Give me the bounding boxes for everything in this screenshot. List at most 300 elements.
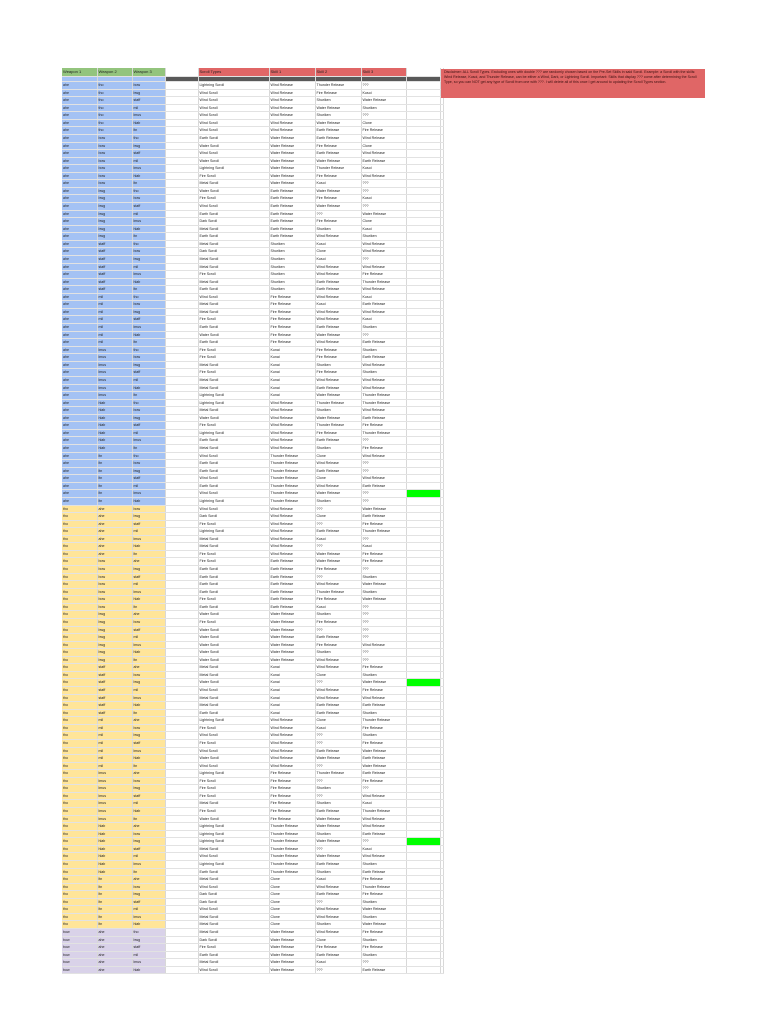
marker-cell[interactable] [406,271,440,279]
empty-cell[interactable] [165,913,198,921]
weapon-2-cell[interactable]: ltn [97,921,132,929]
weapon-1-cell[interactable]: bow [62,929,97,937]
marker-cell[interactable] [406,505,440,513]
empty-cell[interactable] [165,618,198,626]
scroll-type-cell[interactable]: Earth Scroll [198,709,269,717]
marker-cell[interactable] [406,535,440,543]
marker-cell[interactable] [406,361,440,369]
empty-cell[interactable] [165,399,198,407]
empty-cell[interactable] [440,853,443,861]
weapon-3-cell[interactable]: tho [132,134,165,142]
weapon-2-cell[interactable]: hlab [97,860,132,868]
skill-2-cell[interactable]: Kusoi [315,876,361,884]
empty-cell[interactable] [440,732,443,740]
skill-1-cell[interactable]: Water Release [269,134,315,142]
marker-cell[interactable] [406,354,440,362]
empty-cell[interactable] [165,112,198,120]
skill-2-cell[interactable]: Shuriken [315,97,361,105]
empty-cell[interactable] [165,543,198,551]
empty-cell[interactable] [165,195,198,203]
empty-cell[interactable] [165,694,198,702]
scroll-type-cell[interactable]: Metal Scroll [198,921,269,929]
weapon-1-cell[interactable]: tho [62,528,97,536]
weapon-2-cell[interactable]: bwg [97,656,132,664]
weapon-3-cell[interactable]: bwg [132,255,165,263]
weapon-3-cell[interactable]: lmus [132,271,165,279]
empty-cell[interactable] [165,392,198,400]
skill-2-cell[interactable]: Thunder Release [315,82,361,90]
weapon-3-cell[interactable]: bwg [132,513,165,521]
empty-cell[interactable] [165,286,198,294]
skill-1-cell[interactable]: Fire Release [269,339,315,347]
scroll-type-cell[interactable]: Lightning Scroll [198,860,269,868]
weapon-3-cell[interactable]: bwg [132,414,165,422]
empty-cell[interactable] [165,944,198,952]
empty-cell[interactable] [440,369,443,377]
weapon-1-cell[interactable]: tho [62,755,97,763]
skill-1-cell[interactable]: Earth Release [269,195,315,203]
empty-cell[interactable] [165,815,198,823]
scroll-type-cell[interactable]: Fire Scroll [198,944,269,952]
marker-cell[interactable] [406,467,440,475]
skill-2-cell[interactable]: Fire Release [315,142,361,150]
skill-2-cell[interactable]: Wind Release [315,581,361,589]
weapon-2-cell[interactable]: bow [97,150,132,158]
skill-1-cell[interactable]: Thunder Release [269,823,315,831]
weapon-1-cell[interactable]: tho [62,520,97,528]
weapon-2-cell[interactable]: ltn [97,452,132,460]
empty-cell[interactable] [165,467,198,475]
weapon-2-cell[interactable]: ahe [97,520,132,528]
weapon-1-cell[interactable]: ahe [62,308,97,316]
weapon-2-cell[interactable]: ahe [97,528,132,536]
marker-cell[interactable] [406,437,440,445]
scroll-type-cell[interactable]: Metal Scroll [198,845,269,853]
weapon-1-cell[interactable]: tho [62,823,97,831]
skill-3-cell[interactable]: Wind Release [361,823,406,831]
skill-1-cell[interactable]: Fire Release [269,800,315,808]
skill-1-cell[interactable]: Kunai [269,671,315,679]
skill-3-cell[interactable]: Shuriken [361,324,406,332]
skill-2-cell[interactable]: Wind Release [315,316,361,324]
skill-2-cell[interactable]: Wind Release [315,263,361,271]
skill-1-cell[interactable]: Fire Release [269,331,315,339]
weapon-1-cell[interactable]: ahe [62,210,97,218]
marker-cell[interactable] [406,316,440,324]
empty-cell[interactable] [440,271,443,279]
weapon-3-cell[interactable]: ahe [132,717,165,725]
skill-3-cell[interactable]: ??? [361,497,406,505]
marker-cell[interactable] [406,134,440,142]
weapon-3-cell[interactable]: mil [132,906,165,914]
weapon-1-cell[interactable]: tho [62,898,97,906]
skill-3-cell[interactable]: Shuriken [361,588,406,596]
weapon-3-cell[interactable]: tho [132,929,165,937]
skill-3-cell[interactable]: Thunder Release [361,883,406,891]
marker-cell[interactable] [406,755,440,763]
skill-3-cell[interactable]: Shuriken [361,671,406,679]
marker-cell[interactable] [406,649,440,657]
skill-1-cell[interactable]: Water Release [269,626,315,634]
marker-cell[interactable] [406,308,440,316]
skill-3-cell[interactable]: Earth Release [361,770,406,778]
marker-cell[interactable] [406,891,440,899]
marker-cell[interactable] [406,588,440,596]
weapon-1-cell[interactable]: ahe [62,180,97,188]
skill-2-cell[interactable]: Water Release [315,157,361,165]
skill-2-cell[interactable]: Water Release [315,104,361,112]
skill-1-cell[interactable]: Clone [269,876,315,884]
skill-1-cell[interactable]: Water Release [269,649,315,657]
scroll-type-cell[interactable]: Earth Scroll [198,324,269,332]
weapon-3-cell[interactable]: mil [132,376,165,384]
weapon-3-cell[interactable]: bwg [132,361,165,369]
skill-1-cell[interactable]: Earth Release [269,581,315,589]
skill-1-cell[interactable]: Wind Release [269,513,315,521]
scroll-type-cell[interactable]: Fire Scroll [198,724,269,732]
empty-cell[interactable] [165,407,198,415]
weapon-2-cell[interactable]: hlab [97,414,132,422]
weapon-1-cell[interactable]: tho [62,535,97,543]
skill-3-cell[interactable]: Wind Release [361,815,406,823]
weapon-1-cell[interactable]: ahe [62,346,97,354]
scroll-type-cell[interactable]: Metal Scroll [198,384,269,392]
scroll-type-cell[interactable]: Fire Scroll [198,777,269,785]
weapon-2-cell[interactable]: staff [97,671,132,679]
weapon-2-cell[interactable]: tho [97,112,132,120]
scroll-type-cell[interactable]: Water Scroll [198,649,269,657]
weapon-2-cell[interactable]: staff [97,255,132,263]
marker-cell[interactable] [406,558,440,566]
skill-2-cell[interactable]: Wind Release [315,929,361,937]
scroll-type-cell[interactable]: Fire Scroll [198,596,269,604]
scroll-type-cell[interactable]: Earth Scroll [198,233,269,241]
skill-2-cell[interactable]: Kusoi [315,959,361,967]
empty-cell[interactable] [165,187,198,195]
skill-1-cell[interactable]: Wind Release [269,112,315,120]
marker-cell[interactable] [406,777,440,785]
skill-3-cell[interactable]: Fire Release [361,664,406,672]
skill-2-cell[interactable]: Clone [315,717,361,725]
empty-cell[interactable] [440,278,443,286]
scroll-type-cell[interactable]: Wind Scroll [198,853,269,861]
skill-2-cell[interactable]: Shuriken [315,445,361,453]
skill-3-cell[interactable]: Water Release [361,762,406,770]
skill-3-cell[interactable]: ??? [361,331,406,339]
skill-1-cell[interactable]: Earth Release [269,233,315,241]
scroll-type-cell[interactable]: Wind Scroll [198,97,269,105]
weapon-1-cell[interactable]: tho [62,785,97,793]
empty-cell[interactable] [440,581,443,589]
marker-cell[interactable] [406,618,440,626]
weapon-3-cell[interactable]: bwg [132,89,165,97]
skill-3-cell[interactable]: Fire Release [361,520,406,528]
scroll-type-cell[interactable]: Fire Scroll [198,271,269,279]
skill-3-cell[interactable]: Water Release [361,906,406,914]
empty-cell[interactable] [440,770,443,778]
marker-cell[interactable] [406,823,440,831]
header-cell[interactable] [406,68,440,77]
empty-cell[interactable] [165,702,198,710]
weapon-1-cell[interactable]: bow [62,966,97,974]
scroll-type-cell[interactable]: Fire Scroll [198,354,269,362]
weapon-1-cell[interactable]: bow [62,951,97,959]
empty-cell[interactable] [165,475,198,483]
empty-cell[interactable] [440,830,443,838]
skill-3-cell[interactable]: Thunder Release [361,717,406,725]
weapon-3-cell[interactable]: lmus [132,694,165,702]
skill-3-cell[interactable]: Wind Release [361,308,406,316]
weapon-2-cell[interactable]: mil [97,293,132,301]
scroll-type-cell[interactable]: Earth Scroll [198,339,269,347]
skill-2-cell[interactable]: Kusoi [315,535,361,543]
weapon-3-cell[interactable]: hlab [132,921,165,929]
marker-cell[interactable] [406,717,440,725]
marker-cell[interactable] [406,845,440,853]
skill-3-cell[interactable]: Fire Release [361,739,406,747]
marker-cell[interactable] [406,210,440,218]
weapon-2-cell[interactable]: lmus [97,808,132,816]
weapon-1-cell[interactable]: ahe [62,361,97,369]
weapon-1-cell[interactable]: ahe [62,104,97,112]
skill-3-cell[interactable]: ??? [361,255,406,263]
scroll-type-cell[interactable]: Lightning Scroll [198,528,269,536]
scroll-type-cell[interactable]: Fire Scroll [198,558,269,566]
weapon-1-cell[interactable]: ahe [62,407,97,415]
weapon-2-cell[interactable]: bow [97,566,132,574]
empty-cell[interactable] [440,339,443,347]
scroll-type-cell[interactable]: Earth Scroll [198,868,269,876]
empty-cell[interactable] [165,210,198,218]
weapon-1-cell[interactable]: tho [62,558,97,566]
skill-2-cell[interactable]: Water Release [315,414,361,422]
skill-3-cell[interactable]: Kusoi [361,195,406,203]
empty-cell[interactable] [440,316,443,324]
weapon-1-cell[interactable]: tho [62,596,97,604]
skill-1-cell[interactable]: Kunai [269,664,315,672]
empty-cell[interactable] [440,656,443,664]
skill-3-cell[interactable]: Kusoi [361,845,406,853]
weapon-2-cell[interactable]: mil [97,308,132,316]
skill-1-cell[interactable]: Water Release [269,165,315,173]
empty-cell[interactable] [165,898,198,906]
scroll-type-cell[interactable]: Wind Scroll [198,452,269,460]
skill-1-cell[interactable]: Water Release [269,157,315,165]
weapon-3-cell[interactable]: staff [132,369,165,377]
marker-cell[interactable] [406,573,440,581]
weapon-1-cell[interactable]: tho [62,762,97,770]
skill-2-cell[interactable]: Clone [315,671,361,679]
empty-cell[interactable] [165,301,198,309]
marker-cell[interactable] [406,278,440,286]
skill-2-cell[interactable]: Wind Release [315,339,361,347]
scroll-type-cell[interactable]: Metal Scroll [198,929,269,937]
empty-cell[interactable] [165,868,198,876]
weapon-2-cell[interactable]: lmus [97,392,132,400]
skill-1-cell[interactable]: Water Release [269,142,315,150]
weapon-2-cell[interactable]: tho [97,82,132,90]
scroll-type-cell[interactable]: Metal Scroll [198,913,269,921]
weapon-1-cell[interactable]: tho [62,724,97,732]
marker-cell[interactable] [406,346,440,354]
skill-1-cell[interactable]: Thunder Release [269,853,315,861]
weapon-1-cell[interactable]: tho [62,747,97,755]
weapon-2-cell[interactable]: mil [97,339,132,347]
skill-1-cell[interactable]: Kunai [269,702,315,710]
weapon-2-cell[interactable]: mil [97,755,132,763]
empty-cell[interactable] [440,180,443,188]
weapon-1-cell[interactable]: ahe [62,165,97,173]
weapon-1-cell[interactable]: ahe [62,316,97,324]
weapon-2-cell[interactable]: ahe [97,944,132,952]
marker-cell[interactable] [406,104,440,112]
scroll-type-cell[interactable]: Fire Scroll [198,346,269,354]
weapon-3-cell[interactable]: staff [132,573,165,581]
skill-2-cell[interactable]: Kusoi [315,724,361,732]
empty-cell[interactable] [440,286,443,294]
marker-cell[interactable] [406,422,440,430]
spreadsheet[interactable] [62,68,444,974]
empty-cell[interactable] [440,702,443,710]
weapon-1-cell[interactable]: ahe [62,339,97,347]
weapon-2-cell[interactable]: ahe [97,966,132,974]
scroll-type-cell[interactable]: Wind Scroll [198,119,269,127]
weapon-1-cell[interactable]: ahe [62,271,97,279]
skill-1-cell[interactable]: Kunai [269,346,315,354]
skill-3-cell[interactable]: Fire Release [361,777,406,785]
marker-cell[interactable] [406,150,440,158]
skill-3-cell[interactable]: Earth Release [361,830,406,838]
empty-cell[interactable] [165,89,198,97]
scroll-type-cell[interactable]: Earth Scroll [198,134,269,142]
weapon-2-cell[interactable]: bwg [97,233,132,241]
empty-cell[interactable] [440,354,443,362]
empty-cell[interactable] [165,762,198,770]
empty-cell[interactable] [165,308,198,316]
weapon-2-cell[interactable]: tho [97,97,132,105]
skill-1-cell[interactable]: Wind Release [269,762,315,770]
marker-cell[interactable] [406,611,440,619]
weapon-1-cell[interactable]: bow [62,936,97,944]
weapon-1-cell[interactable]: ahe [62,452,97,460]
empty-cell[interactable] [440,301,443,309]
weapon-3-cell[interactable]: bow [132,301,165,309]
marker-cell[interactable] [406,550,440,558]
weapon-2-cell[interactable]: bow [97,180,132,188]
weapon-3-cell[interactable]: mil [132,157,165,165]
scroll-type-cell[interactable]: Metal Scroll [198,180,269,188]
scroll-type-cell[interactable]: Fire Scroll [198,520,269,528]
skill-1-cell[interactable]: Thunder Release [269,497,315,505]
scroll-type-cell[interactable]: Fire Scroll [198,808,269,816]
weapon-2-cell[interactable]: mil [97,732,132,740]
skill-1-cell[interactable]: Kunai [269,392,315,400]
skill-3-cell[interactable]: Thunder Release [361,392,406,400]
weapon-1-cell[interactable]: tho [62,550,97,558]
skill-1-cell[interactable]: Wind Release [269,747,315,755]
empty-cell[interactable] [440,687,443,695]
skill-1-cell[interactable]: Fire Release [269,324,315,332]
skill-1-cell[interactable]: Fire Release [269,293,315,301]
skill-3-cell[interactable]: ??? [361,785,406,793]
empty-cell[interactable] [440,422,443,430]
empty-cell[interactable] [440,679,443,687]
empty-cell[interactable] [440,966,443,974]
skill-3-cell[interactable]: Earth Release [361,513,406,521]
marker-cell[interactable] [406,82,440,90]
empty-cell[interactable] [165,346,198,354]
skill-2-cell[interactable]: Kusoi [315,240,361,248]
marker-cell[interactable] [406,119,440,127]
empty-cell[interactable] [440,187,443,195]
skill-1-cell[interactable]: Wind Release [269,528,315,536]
weapon-2-cell[interactable]: tho [97,119,132,127]
empty-cell[interactable] [165,770,198,778]
weapon-2-cell[interactable]: ahe [97,951,132,959]
empty-cell[interactable] [165,513,198,521]
empty-cell[interactable] [165,883,198,891]
empty-cell[interactable] [165,82,198,90]
skill-2-cell[interactable]: ??? [315,845,361,853]
empty-cell[interactable] [440,671,443,679]
weapon-2-cell[interactable]: ltn [97,913,132,921]
empty-cell[interactable] [440,407,443,415]
skill-2-cell[interactable]: Water Release [315,815,361,823]
weapon-3-cell[interactable]: lmus [132,913,165,921]
weapon-3-cell[interactable]: staff [132,739,165,747]
weapon-3-cell[interactable]: bwg [132,566,165,574]
skill-1-cell[interactable]: Thunder Release [269,467,315,475]
weapon-3-cell[interactable]: hlab [132,649,165,657]
empty-cell[interactable] [165,316,198,324]
empty-cell[interactable] [165,497,198,505]
skill-3-cell[interactable]: Fire Release [361,127,406,135]
empty-cell[interactable] [440,944,443,952]
weapon-2-cell[interactable]: hlab [97,399,132,407]
marker-cell[interactable] [406,339,440,347]
empty-cell[interactable] [440,218,443,226]
weapon-3-cell[interactable]: bow [132,671,165,679]
skill-3-cell[interactable]: Wind Release [361,134,406,142]
empty-cell[interactable] [440,724,443,732]
skill-3-cell[interactable]: Wind Release [361,172,406,180]
empty-cell[interactable] [165,218,198,226]
empty-cell[interactable] [165,732,198,740]
empty-cell[interactable] [165,361,198,369]
weapon-2-cell[interactable]: mil [97,724,132,732]
skill-2-cell[interactable]: ??? [315,626,361,634]
weapon-1-cell[interactable]: tho [62,777,97,785]
skill-1-cell[interactable]: Thunder Release [269,452,315,460]
marker-cell[interactable] [406,324,440,332]
weapon-2-cell[interactable]: bow [97,581,132,589]
weapon-3-cell[interactable]: staff [132,944,165,952]
empty-cell[interactable] [165,830,198,838]
marker-cell[interactable] [406,762,440,770]
weapon-2-cell[interactable]: bwg [97,634,132,642]
skill-2-cell[interactable]: Shuriken [315,785,361,793]
empty-cell[interactable] [165,566,198,574]
weapon-1-cell[interactable]: tho [62,649,97,657]
skill-2-cell[interactable]: Shuriken [315,800,361,808]
empty-cell[interactable] [440,777,443,785]
empty-cell[interactable] [165,876,198,884]
weapon-3-cell[interactable]: bow [132,407,165,415]
scroll-type-cell[interactable]: Metal Scroll [198,308,269,316]
scroll-type-cell[interactable]: Metal Scroll [198,800,269,808]
skill-3-cell[interactable]: Shuriken [361,913,406,921]
weapon-2-cell[interactable]: ahe [97,929,132,937]
